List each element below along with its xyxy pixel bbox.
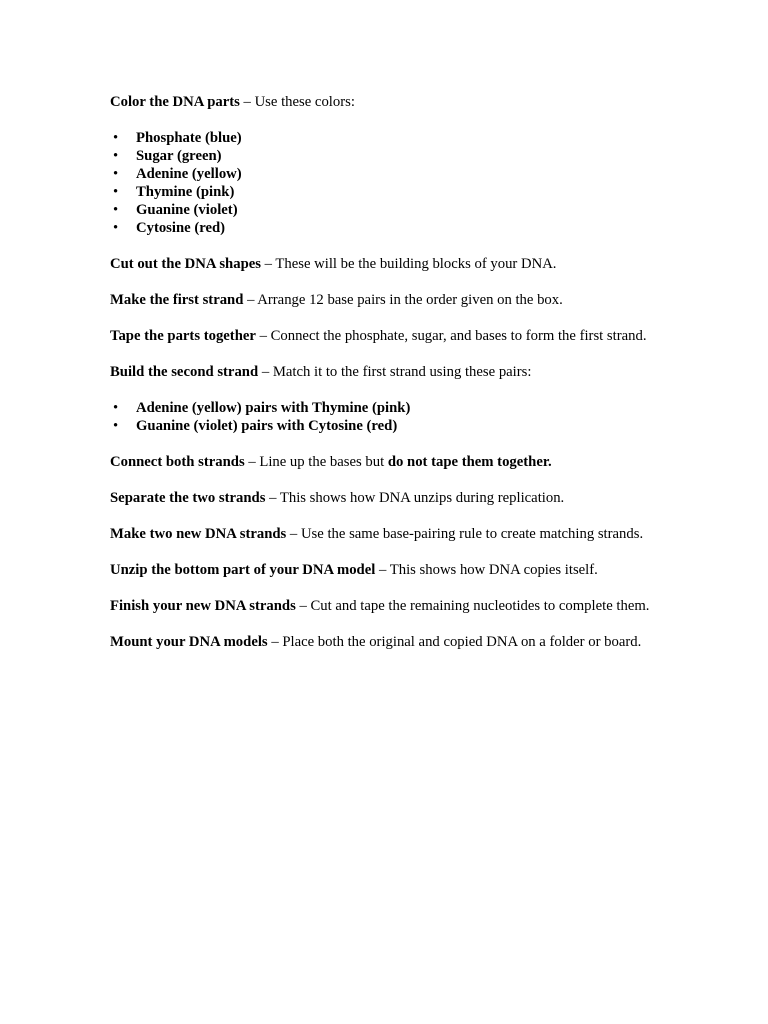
step-separator: – — [239, 94, 255, 110]
pairs-list — [110, 399, 710, 435]
list-item — [110, 201, 710, 219]
step-connect-strands — [110, 453, 710, 471]
step-text: Use the same base-pairing rule to create matching strands. — [300, 526, 644, 542]
step-finish-new-strands — [110, 597, 710, 615]
step-tape-parts — [110, 327, 710, 345]
step-emphasis: do not tape them together. — [387, 454, 552, 470]
list-item-text: Phosphate (blue) — [136, 130, 242, 146]
bullet-icon: • — [113, 148, 119, 164]
step-mount-models — [110, 633, 710, 651]
step-text: Match it to the first strand using these pairs: — [272, 364, 532, 380]
step-text: Use these colors: — [254, 94, 355, 110]
step-color-dna-parts — [110, 93, 710, 111]
step-separator: – — [286, 526, 301, 542]
step-title: Make two new DNA strands — [110, 526, 287, 542]
step-text: This shows how DNA copies itself. — [389, 562, 598, 578]
bullet-icon: • — [113, 130, 119, 146]
step-separator: – — [295, 598, 311, 614]
list-item-text: Guanine (violet) pairs with Cytosine (red) — [136, 418, 398, 434]
list-item — [110, 147, 710, 165]
step-separator: – — [267, 634, 283, 650]
step-separator: – — [255, 328, 271, 344]
bullet-icon: • — [113, 202, 119, 218]
bullet-icon: • — [113, 400, 119, 416]
step-separator: – — [244, 454, 260, 470]
step-unzip-bottom — [110, 561, 710, 579]
step-separator: – — [243, 292, 258, 308]
step-separator: – — [258, 364, 273, 380]
list-item — [110, 219, 710, 237]
step-title: Connect both strands — [110, 454, 245, 470]
step-text: Place both the original and copied DNA on a folder or board. — [282, 634, 642, 650]
step-title: Mount your DNA models — [110, 634, 268, 650]
list-item — [110, 399, 710, 417]
list-item — [110, 129, 710, 147]
step-title: Make the first strand — [110, 292, 244, 308]
list-item — [110, 165, 710, 183]
step-text: Connect the phosphate, sugar, and bases to form the first strand. — [270, 328, 647, 344]
step-text: Cut and tape the remaining nucleotides to complete them. — [310, 598, 650, 614]
bullet-icon: • — [113, 184, 119, 200]
step-title: Tape the parts together — [110, 328, 256, 344]
bullet-icon: • — [113, 166, 119, 182]
step-separator: – — [260, 256, 276, 272]
list-item — [110, 417, 710, 435]
step-title: Separate the two strands — [110, 490, 266, 506]
step-text: Line up the bases but — [259, 454, 388, 470]
list-item — [110, 183, 710, 201]
step-cut-out-shapes — [110, 255, 710, 273]
list-item-text: Sugar (green) — [136, 148, 222, 164]
step-text: This shows how DNA unzips during replication. — [279, 490, 565, 506]
step-title: Unzip the bottom part of your DNA model — [110, 562, 376, 578]
list-item-text: Guanine (violet) — [136, 202, 238, 218]
step-make-new-strands — [110, 525, 710, 543]
step-build-second-strand — [110, 363, 710, 381]
step-title: Color the DNA parts — [110, 94, 240, 110]
step-title: Finish your new DNA strands — [110, 598, 296, 614]
list-item-text: Thymine (pink) — [136, 184, 235, 200]
bullet-icon: • — [113, 220, 119, 236]
step-text: These will be the building blocks of your DNA. — [275, 256, 557, 272]
step-separator: – — [375, 562, 390, 578]
list-item-text: Cytosine (red) — [136, 220, 226, 236]
step-text: Arrange 12 base pairs in the order given on the box. — [257, 292, 563, 308]
step-make-first-strand — [110, 291, 710, 309]
step-title: Cut out the DNA shapes — [110, 256, 261, 272]
step-separator: – — [265, 490, 280, 506]
bullet-icon: • — [113, 418, 119, 434]
step-separate-strands — [110, 489, 710, 507]
colors-list — [110, 129, 710, 237]
document-page — [110, 93, 710, 669]
list-item-text: Adenine (yellow) pairs with Thymine (pink) — [136, 400, 411, 416]
list-item-text: Adenine (yellow) — [136, 166, 242, 182]
step-title: Build the second strand — [110, 364, 259, 380]
